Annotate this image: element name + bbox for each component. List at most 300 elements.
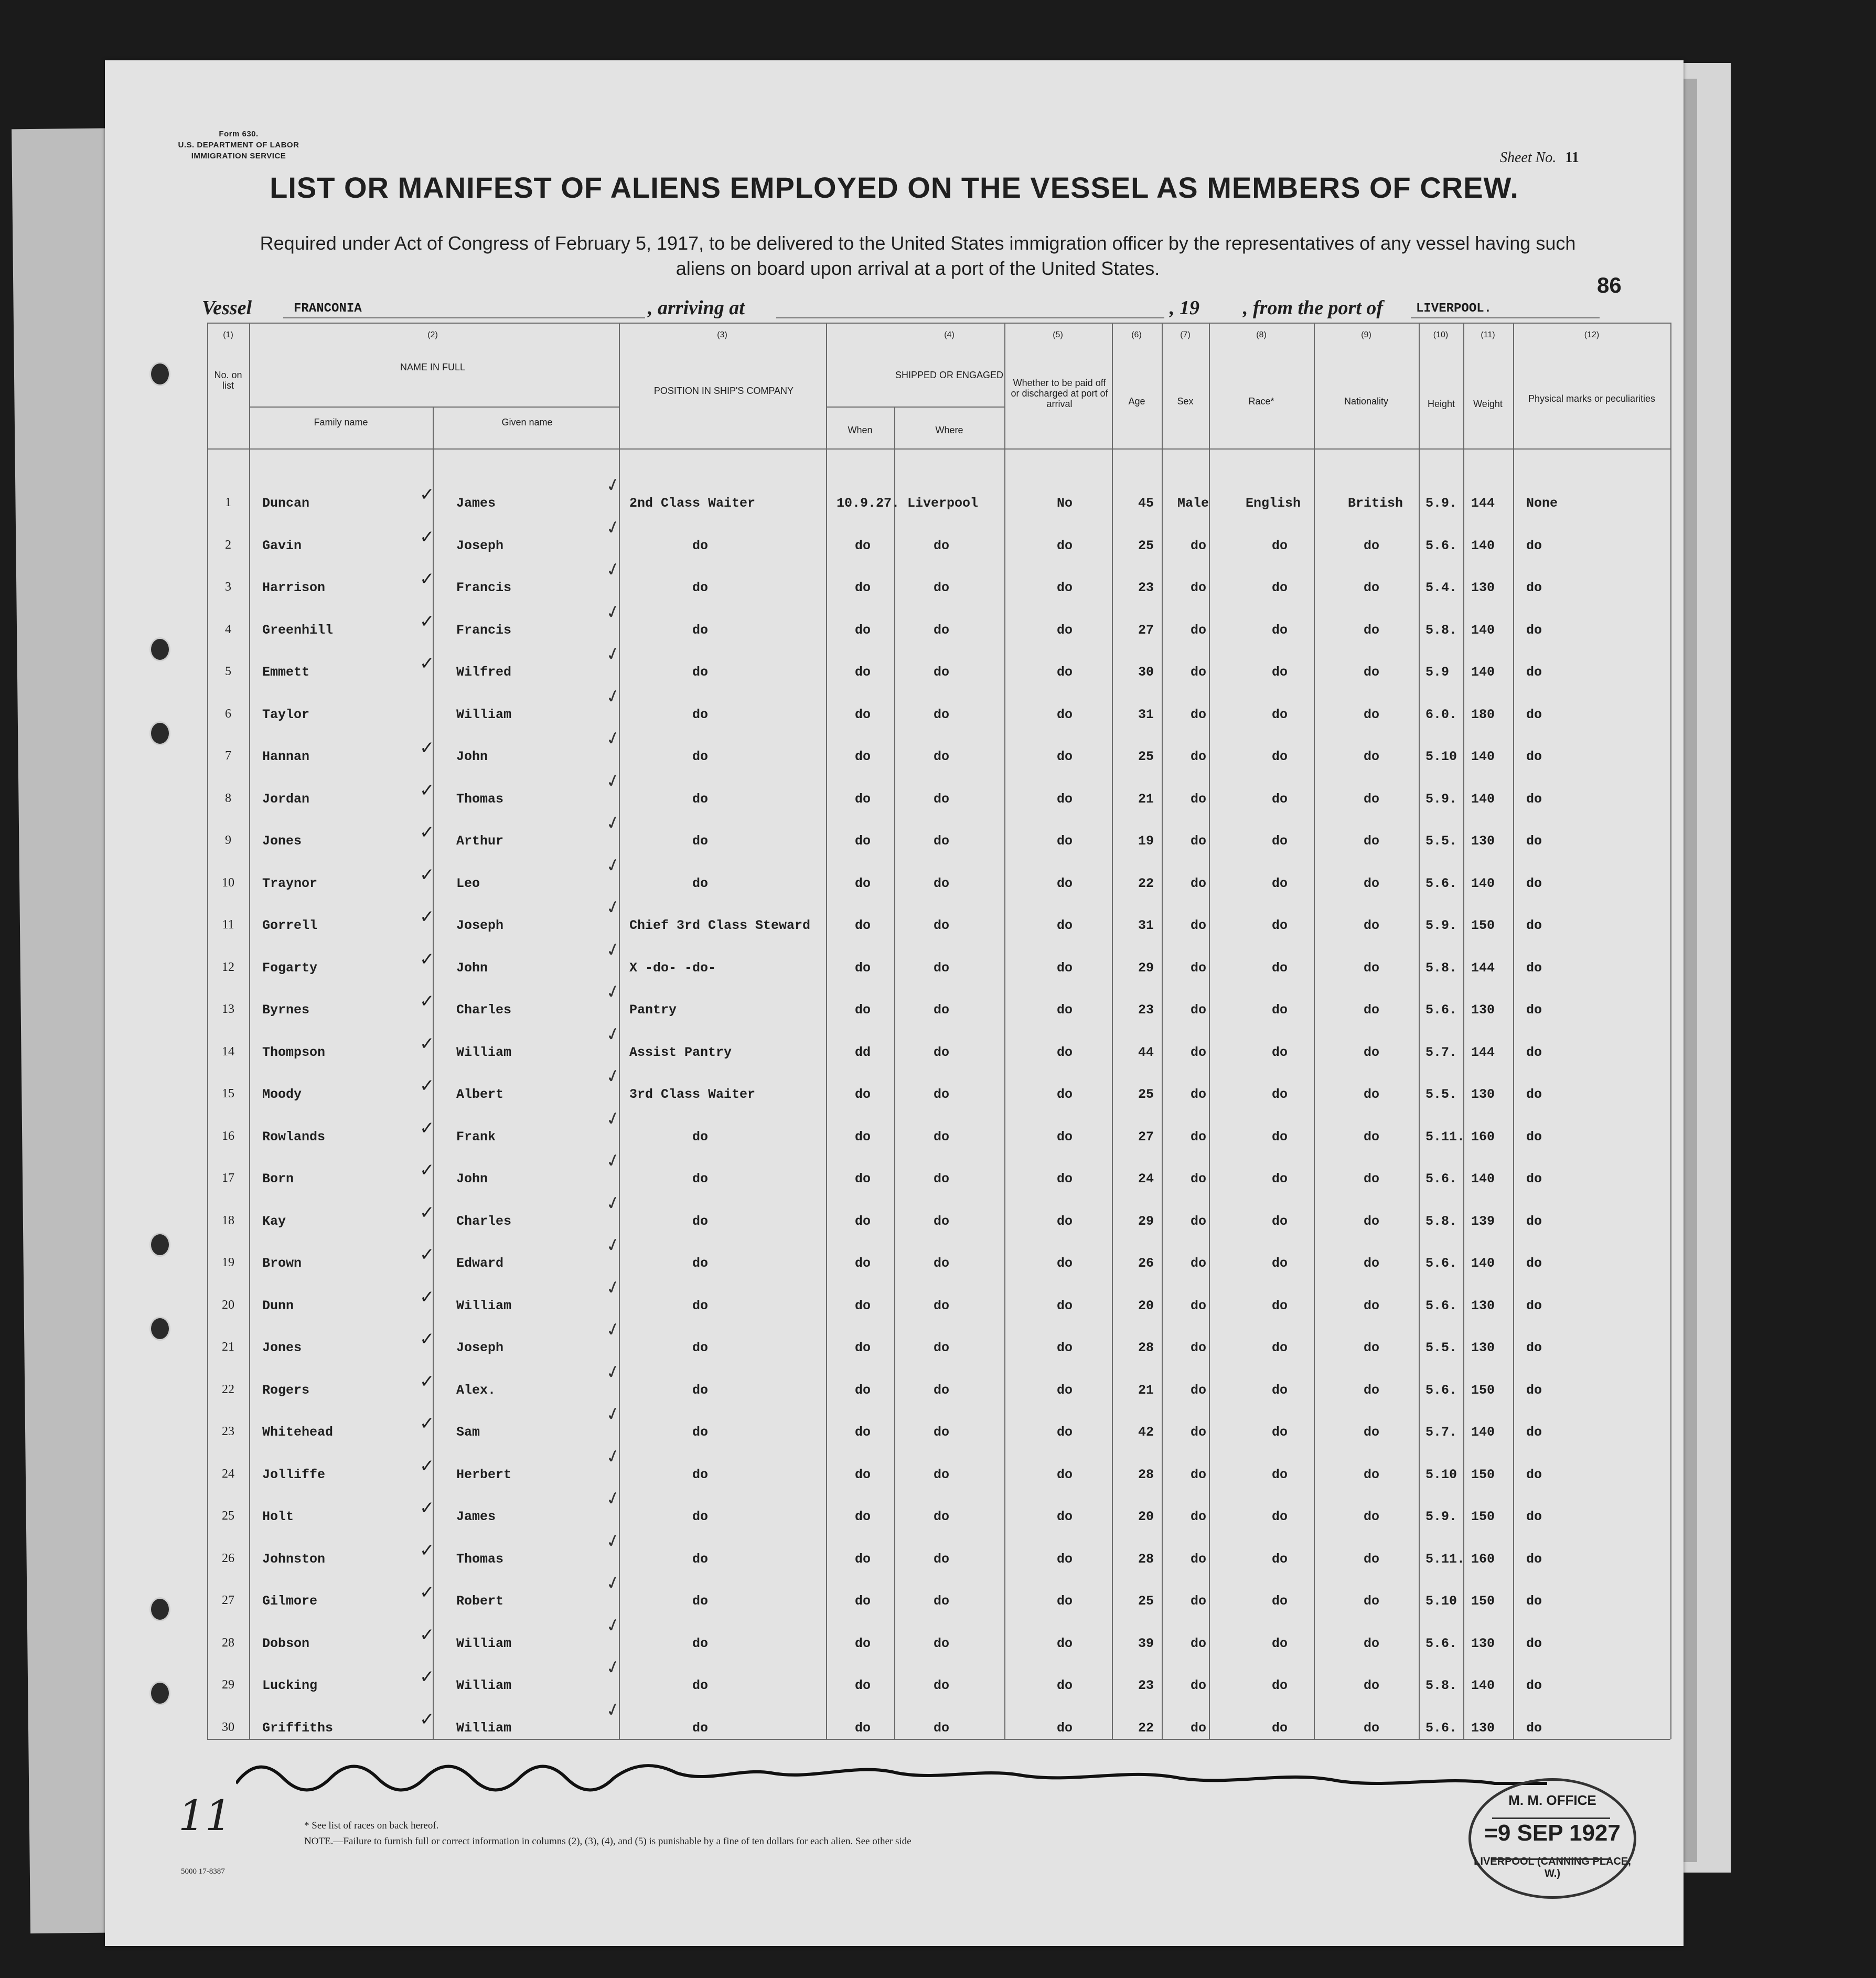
cell-family: Hannan: [262, 749, 310, 764]
sheet-number: 11: [1565, 149, 1579, 166]
check-mark-icon: ✓: [420, 906, 435, 927]
column-divider: [1670, 323, 1671, 1739]
cell-sex: do: [1191, 1129, 1207, 1145]
cell-family: Moody: [262, 1087, 302, 1102]
cell-sex: do: [1191, 1298, 1207, 1313]
cell-height: 5.9.: [1425, 496, 1457, 511]
cell-paid: do: [1057, 1087, 1073, 1102]
cell-family: Kay: [262, 1213, 286, 1229]
cell-when: do: [855, 833, 871, 849]
cell-when: do: [855, 1594, 871, 1609]
cell-position: do: [692, 1594, 709, 1609]
subtitle-line-2: aliens on board upon arrival at a port of the United States.: [676, 258, 1160, 279]
check-mark-icon: ✓: [420, 1329, 435, 1350]
cell-height: 5.10: [1425, 749, 1457, 764]
form-header: [173, 129, 304, 162]
cell-paid: do: [1057, 791, 1073, 807]
cell-weight: 130: [1471, 1298, 1495, 1313]
cell-weight: 144: [1471, 1044, 1495, 1060]
check-mark-icon: ✓: [420, 484, 435, 505]
cell-position: Assist Pantry: [629, 1044, 732, 1060]
cell-family: Traynor: [262, 875, 318, 891]
cell-when: do: [855, 1213, 871, 1229]
cell-paid: do: [1057, 833, 1073, 849]
cell-where: do: [934, 538, 950, 553]
subtitle-line-1: Required under Act of Congress of February 5, 1917, to be delivered to the United States immigration officer by the representatives of any vessel having such: [260, 232, 1576, 254]
cell-sex: do: [1191, 1720, 1207, 1736]
cell-age: 23: [1138, 580, 1154, 595]
pencil-mark-icon: ✓: [603, 1528, 624, 1553]
cell-sex: do: [1191, 1171, 1207, 1186]
column-number: (8): [1256, 330, 1267, 339]
cell-marks: do: [1526, 707, 1542, 722]
check-mark-icon: ✓: [420, 1708, 435, 1730]
cell-when: do: [855, 1340, 871, 1355]
cell-weight: 160: [1471, 1129, 1495, 1145]
cell-marks: do: [1526, 622, 1542, 638]
cell-family: Gorrell: [262, 918, 318, 933]
check-mark-icon: ✓: [420, 1413, 435, 1434]
cell-race: do: [1272, 960, 1288, 976]
cell-age: 20: [1138, 1298, 1154, 1313]
cell-marks: do: [1526, 1002, 1542, 1018]
pencil-mark-icon: ✓: [603, 1486, 624, 1511]
cell-paid: do: [1057, 665, 1073, 680]
row-number: 16: [222, 1129, 234, 1143]
cell-nationality: do: [1364, 833, 1380, 849]
cell-given: Alex.: [456, 1382, 496, 1398]
cell-age: 22: [1138, 875, 1154, 891]
cell-given: William: [456, 1298, 512, 1313]
row-number: 27: [222, 1594, 234, 1607]
cell-age: 23: [1138, 1678, 1154, 1693]
cell-race: do: [1272, 1087, 1288, 1102]
pencil-mark-icon: ✓: [603, 515, 624, 540]
cell-when: do: [855, 1171, 871, 1186]
cell-sex: do: [1191, 1002, 1207, 1018]
cell-where: do: [934, 580, 950, 595]
cell-given: Charles: [456, 1213, 512, 1229]
cell-age: 28: [1138, 1551, 1154, 1567]
cell-nationality: do: [1364, 1087, 1380, 1102]
cell-weight: 160: [1471, 1551, 1495, 1567]
cell-where: do: [934, 665, 950, 680]
cell-family: Taylor: [262, 707, 310, 722]
cell-where: do: [934, 749, 950, 764]
cell-weight: 130: [1471, 833, 1495, 849]
row-number: 13: [222, 1002, 234, 1016]
row-number: 2: [225, 538, 231, 552]
column-header: Sex: [1177, 396, 1194, 407]
cell-when: do: [855, 960, 871, 976]
form-number: Form 630.: [219, 130, 259, 138]
cell-age: 25: [1138, 1594, 1154, 1609]
cell-family: Emmett: [262, 665, 310, 680]
column-header: Family name: [314, 417, 368, 427]
cell-weight: 140: [1471, 538, 1495, 553]
check-mark-icon: ✓: [420, 1539, 435, 1561]
binder-hole: [149, 721, 170, 745]
arriving-label: , arriving at: [648, 297, 745, 319]
cell-position: do: [692, 833, 709, 849]
cell-weight: 144: [1471, 960, 1495, 976]
cell-weight: 130: [1471, 1340, 1495, 1355]
column-number: (2): [427, 330, 438, 339]
binder-hole: [149, 1233, 170, 1257]
cell-given: Arthur: [456, 833, 504, 849]
cell-family: Thompson: [262, 1044, 326, 1060]
pencil-mark-icon: ✓: [603, 1613, 624, 1638]
cell-when: do: [855, 1509, 871, 1524]
cell-nationality: do: [1364, 1425, 1380, 1440]
shipped-subheader-line: [826, 407, 1004, 408]
column-header: Height: [1427, 399, 1455, 409]
check-mark-icon: ✓: [420, 1582, 435, 1603]
cell-position: do: [692, 1256, 709, 1271]
column-header: Race*: [1248, 396, 1274, 407]
margin-mark: 11: [178, 1791, 232, 1840]
check-mark-icon: ✓: [420, 948, 435, 970]
cell-position: Chief 3rd Class Steward: [629, 918, 811, 933]
cell-weight: 140: [1471, 665, 1495, 680]
cell-height: 5.6.: [1425, 538, 1457, 553]
cell-nationality: do: [1364, 1298, 1380, 1313]
cell-position: do: [692, 580, 709, 595]
cell-weight: 140: [1471, 749, 1495, 764]
column-divider: [894, 407, 895, 1739]
cell-nationality: do: [1364, 791, 1380, 807]
column-header: Whether to be paid off or discharged at port of arrival: [1011, 378, 1108, 409]
column-number: (10): [1433, 330, 1449, 339]
cell-given: William: [456, 1635, 512, 1651]
cell-when: do: [855, 1129, 871, 1145]
stamp-place: LIVERPOOL (CANNING PLACE, W.): [1474, 1856, 1631, 1879]
cell-when: do: [855, 1087, 871, 1102]
row-number: 21: [222, 1340, 234, 1354]
cell-weight: 180: [1471, 707, 1495, 722]
cell-marks: do: [1526, 1720, 1542, 1736]
cell-position: do: [692, 665, 709, 680]
row-number: 12: [222, 960, 234, 974]
cell-when: do: [855, 1382, 871, 1398]
row-number: 8: [225, 791, 231, 805]
cell-nationality: do: [1364, 960, 1380, 976]
row-number: 5: [225, 665, 231, 678]
cell-where: do: [934, 1509, 950, 1524]
row-number: 25: [222, 1509, 234, 1523]
cell-given: Albert: [456, 1087, 504, 1102]
cell-race: do: [1272, 791, 1288, 807]
check-mark-icon: ✓: [420, 1160, 435, 1181]
cell-nationality: do: [1364, 1171, 1380, 1186]
manifest-page: [105, 60, 1684, 1946]
cell-height: 5.8.: [1425, 960, 1457, 976]
cell-family: Byrnes: [262, 1002, 310, 1018]
cell-height: 5.6.: [1425, 1635, 1457, 1651]
cell-nationality: do: [1364, 1467, 1380, 1482]
cell-family: Gilmore: [262, 1594, 318, 1609]
cell-when: do: [855, 665, 871, 680]
cell-position: Pantry: [629, 1002, 677, 1018]
cell-marks: do: [1526, 1594, 1542, 1609]
cell-paid: do: [1057, 1425, 1073, 1440]
cell-where: do: [934, 1044, 950, 1060]
cell-paid: do: [1057, 1635, 1073, 1651]
column-header: POSITION IN SHIP'S COMPANY: [653, 386, 794, 396]
pencil-mark-icon: ✓: [603, 853, 624, 878]
cell-sex: do: [1191, 1382, 1207, 1398]
sheet-number-label: [1500, 149, 1579, 166]
pencil-mark-icon: ✓: [603, 641, 624, 667]
cell-position: do: [692, 622, 709, 638]
cell-marks: do: [1526, 1298, 1542, 1313]
check-mark-icon: ✓: [420, 1244, 435, 1265]
cell-given: James: [456, 496, 496, 511]
cell-where: do: [934, 1129, 950, 1145]
cell-position: do: [692, 1509, 709, 1524]
cell-race: do: [1272, 1129, 1288, 1145]
cell-family: Jolliffe: [262, 1467, 326, 1482]
cell-race: do: [1272, 918, 1288, 933]
cell-marks: do: [1526, 1087, 1542, 1102]
cell-paid: do: [1057, 1382, 1073, 1398]
cell-when: do: [855, 1425, 871, 1440]
cell-position: 3rd Class Waiter: [629, 1087, 756, 1102]
cell-nationality: do: [1364, 1002, 1380, 1018]
cell-race: do: [1272, 665, 1288, 680]
cell-age: 31: [1138, 707, 1154, 722]
cell-where: do: [934, 1213, 950, 1229]
pencil-mark-icon: ✓: [603, 1570, 624, 1596]
cell-position: do: [692, 875, 709, 891]
cell-height: 5.10: [1425, 1467, 1457, 1482]
cell-where: do: [934, 1467, 950, 1482]
cell-sex: do: [1191, 960, 1207, 976]
cell-position: do: [692, 1213, 709, 1229]
cell-marks: do: [1526, 1213, 1542, 1229]
header-bottom-border: [207, 448, 1670, 450]
port-name: LIVERPOOL.: [1416, 302, 1492, 316]
cell-where: do: [934, 791, 950, 807]
cell-marks: do: [1526, 665, 1542, 680]
cell-height: 5.6.: [1425, 1171, 1457, 1186]
cell-nationality: British: [1348, 496, 1403, 511]
binder-hole: [149, 1597, 170, 1621]
cell-race: English: [1246, 496, 1301, 511]
pencil-mark-icon: ✓: [603, 1022, 624, 1046]
cell-height: 6.0.: [1425, 707, 1457, 722]
cell-nationality: do: [1364, 707, 1380, 722]
cell-height: 5.5.: [1425, 833, 1457, 849]
cell-weight: 140: [1471, 622, 1495, 638]
column-number: (1): [223, 330, 233, 339]
cell-position: do: [692, 749, 709, 764]
cell-paid: do: [1057, 580, 1073, 595]
column-header: SHIPPED OR ENGAGED: [895, 370, 1004, 380]
cell-race: do: [1272, 1171, 1288, 1186]
check-mark-icon: ✓: [420, 1202, 435, 1223]
cell-paid: do: [1057, 1002, 1073, 1018]
row-number: 18: [222, 1213, 234, 1227]
page-title: LIST OR MANIFEST OF ALIENS EMPLOYED ON THE VESSEL AS MEMBERS OF CREW.: [270, 171, 1519, 204]
pencil-mark-icon: ✓: [603, 726, 624, 751]
cell-paid: do: [1057, 1213, 1073, 1229]
cell-race: do: [1272, 538, 1288, 553]
cell-where: do: [934, 1720, 950, 1736]
cell-age: 28: [1138, 1467, 1154, 1482]
cell-age: 29: [1138, 1213, 1154, 1229]
cell-race: do: [1272, 1425, 1288, 1440]
cell-weight: 130: [1471, 580, 1495, 595]
cell-position: do: [692, 707, 709, 722]
cell-height: 5.5.: [1425, 1087, 1457, 1102]
cell-sex: do: [1191, 1044, 1207, 1060]
cell-when: do: [855, 918, 871, 933]
cell-sex: do: [1191, 665, 1207, 680]
cell-height: 5.8.: [1425, 1678, 1457, 1693]
cell-nationality: do: [1364, 875, 1380, 891]
check-mark-icon: ✓: [420, 737, 435, 758]
column-divider: [433, 407, 434, 1739]
cell-paid: do: [1057, 1467, 1073, 1482]
cell-given: Wilfred: [456, 665, 512, 680]
cell-age: 23: [1138, 1002, 1154, 1018]
cell-sex: do: [1191, 1594, 1207, 1609]
cell-where: do: [934, 1340, 950, 1355]
cell-race: do: [1272, 580, 1288, 595]
column-divider: [1513, 323, 1514, 1739]
cell-where: do: [934, 1551, 950, 1567]
cell-when: do: [855, 791, 871, 807]
row-number: 11: [222, 918, 234, 932]
page-number: 86: [1597, 273, 1622, 297]
cell-marks: None: [1526, 496, 1558, 511]
cell-age: 31: [1138, 918, 1154, 933]
cell-where: do: [934, 875, 950, 891]
row-number: 14: [222, 1044, 234, 1059]
pencil-mark-icon: ✓: [603, 1106, 624, 1131]
cell-height: 5.7.: [1425, 1044, 1457, 1060]
row-number: 6: [225, 707, 231, 721]
cell-when: dd: [855, 1044, 871, 1060]
cell-paid: do: [1057, 875, 1073, 891]
cell-given: Leo: [456, 875, 480, 891]
cell-family: Dunn: [262, 1298, 294, 1313]
cell-position: do: [692, 1298, 709, 1313]
cell-given: William: [456, 1720, 512, 1736]
row-number: 28: [222, 1635, 234, 1650]
cell-position: X -do- -do-: [629, 960, 716, 976]
cell-sex: do: [1191, 1509, 1207, 1524]
cell-given: Thomas: [456, 1551, 504, 1567]
cell-paid: do: [1057, 1171, 1073, 1186]
row-number: 30: [222, 1720, 234, 1734]
cell-paid: do: [1057, 1044, 1073, 1060]
cell-height: 5.6.: [1425, 1256, 1457, 1271]
cell-age: 24: [1138, 1171, 1154, 1186]
pencil-mark-icon: ✓: [603, 979, 624, 1004]
pencil-mark-icon: ✓: [603, 1064, 624, 1089]
cell-position: do: [692, 1635, 709, 1651]
cell-where: do: [934, 622, 950, 638]
cell-age: 45: [1138, 496, 1154, 511]
row-number: 9: [225, 833, 231, 847]
cell-where: do: [934, 960, 950, 976]
row-number: 4: [225, 622, 231, 636]
column-header: Physical marks or peculiarities: [1528, 393, 1656, 404]
cell-position: do: [692, 1678, 709, 1693]
cell-position: do: [692, 1340, 709, 1355]
cell-nationality: do: [1364, 918, 1380, 933]
check-mark-icon: ✓: [420, 1498, 435, 1519]
cell-when: do: [855, 749, 871, 764]
cell-marks: do: [1526, 918, 1542, 933]
cell-sex: do: [1191, 875, 1207, 891]
cell-race: do: [1272, 833, 1288, 849]
cell-nationality: do: [1364, 1678, 1380, 1693]
cell-age: 22: [1138, 1720, 1154, 1736]
cell-where: do: [934, 918, 950, 933]
cell-race: do: [1272, 1678, 1288, 1693]
cell-given: Joseph: [456, 1340, 504, 1355]
pencil-mark-icon: ✓: [603, 1697, 624, 1722]
cell-position: do: [692, 1382, 709, 1398]
cell-paid: No: [1057, 496, 1073, 511]
table-top-border: [207, 323, 1670, 324]
cell-position: do: [692, 1467, 709, 1482]
name-subheader-line: [249, 407, 619, 408]
cell-paid: do: [1057, 1256, 1073, 1271]
cell-sex: do: [1191, 538, 1207, 553]
cell-nationality: do: [1364, 1594, 1380, 1609]
cell-where: do: [934, 707, 950, 722]
column-header: When: [848, 425, 873, 435]
cell-height: 5.6.: [1425, 1720, 1457, 1736]
cell-nationality: do: [1364, 1044, 1380, 1060]
pencil-mark-icon: ✓: [603, 1402, 624, 1427]
cell-where: do: [934, 833, 950, 849]
cell-nationality: do: [1364, 580, 1380, 595]
cell-age: 42: [1138, 1425, 1154, 1440]
column-divider: [1314, 323, 1315, 1739]
cell-weight: 130: [1471, 1635, 1495, 1651]
column-header: No. on list: [214, 370, 242, 391]
cell-sex: do: [1191, 1551, 1207, 1567]
column-divider: [249, 323, 250, 1739]
cell-paid: do: [1057, 1129, 1073, 1145]
cell-height: 5.6.: [1425, 1382, 1457, 1398]
cell-position: do: [692, 1425, 709, 1440]
row-number: 17: [222, 1171, 234, 1185]
cell-race: do: [1272, 1002, 1288, 1018]
cell-family: Rogers: [262, 1382, 310, 1398]
column-number: (4): [944, 330, 955, 339]
cell-position: do: [692, 538, 709, 553]
cell-height: 5.9: [1425, 665, 1450, 680]
column-divider: [826, 323, 827, 1739]
cell-age: 25: [1138, 538, 1154, 553]
cell-height: 5.7.: [1425, 1425, 1457, 1440]
cell-paid: do: [1057, 918, 1073, 933]
cell-given: Charles: [456, 1002, 512, 1018]
binder-hole: [149, 1681, 170, 1705]
cell-age: 29: [1138, 960, 1154, 976]
binder-hole: [149, 637, 170, 661]
check-mark-icon: ✓: [420, 611, 435, 632]
cell-when: do: [855, 538, 871, 553]
cell-race: do: [1272, 1467, 1288, 1482]
cell-paid: do: [1057, 1509, 1073, 1524]
